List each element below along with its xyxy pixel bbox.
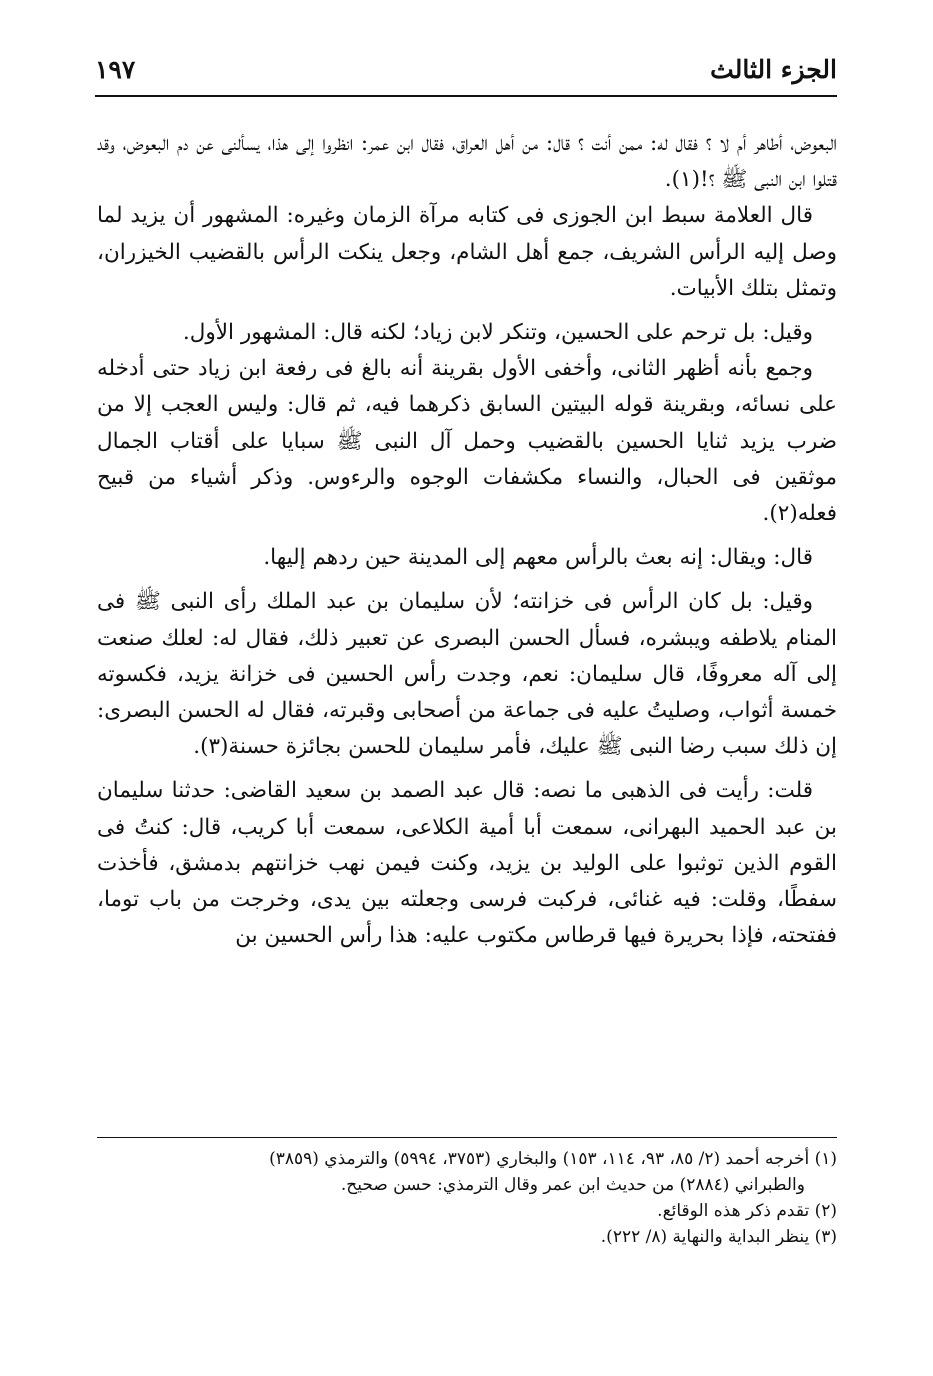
header-rule	[95, 95, 837, 97]
footnote-3: (٣) ينظر البداية والنهاية (٨/ ٢٢٢).	[600, 1227, 837, 1247]
footnote-rule	[97, 1137, 837, 1138]
footnote-2: (٢) تقدم ذكر هذه الوقائع.	[657, 1201, 837, 1221]
footnote-1: (١) أخرجه أحمد (٢/ ٨٥، ٩٣، ١١٤، ١٥٣) والبخاري (٣٧٥٣، ٥٩٩٤) والترمذي (٣٨٥٩)	[269, 1149, 837, 1169]
paragraph-4: وجمع بأنه أظهر الثانى، وأخفى الأول بقرينة أنه بالغ فى رفعة ابن زياد حتى أدخله على نسائه، وبقرينة قوله البيتين السابق ذكرهما فيه، ثم قال: وليس العجب إلا من ضرب يزيد ثنايا الحسين بالقضيب وحمل آل النبى ﷺ سبايا على أقتاب الجمال موثقين فى الحبال، والنساء مكشفات الوجوه والرءوس. وذكر أشياء من قبيح فعله(٢).	[97, 356, 837, 527]
paragraph-7: قلت: رأيت فى الذهبى ما نصه: قال عبد الصمد بن سعيد القاضى: حدثنا سليمان بن عبد الحميد البهرانى، سمعت أبا أمية الكلاعى، سمعت أبا كريب، قال: كنتُ فى القوم الذين توثبوا على الوليد بن يزيد، وكنت فيمن نهب خزانتهم بدمشق، فأخذت سفطًا، وقلت: فيه غنائى، فركبت فرسى وجعلته بين يدى، وخرجت من باب توما، ففتحته، فإذا بحريرة فيها قرطاس مكتوب عليه: هذا رأس الحسين بن	[97, 778, 837, 949]
footnotes	[97, 1146, 837, 1250]
page-number: ١٩٧	[95, 55, 136, 84]
running-head: الجزء الثالث	[710, 55, 837, 84]
paragraph-1: البعوض، أطاهر أم لا ؟ فقال له: ممن أنت ؟ قال: من أهل العراق، فقال ابن عمر: انظروا إلى هذا، يسألنى عن دم البعوض، وقد قتلوا ابن النبى ﷺ ؟!(١).	[97, 131, 837, 193]
main-text	[97, 126, 837, 954]
paragraph-6: وقيل: بل كان الرأس فى خزانته؛ لأن سليمان بن عبد الملك رأى النبى ﷺ فى المنام يلاطفه ويبشره، فسأل الحسن البصرى عن تعبير ذلك، فقال له: لعلك صنعت إلى آله معروفًا، قال سليمان: نعم، وجدت رأس الحسين فى خزانة يزيد، فكسوته خمسة أثواب، وصليتُ عليه فى جماعة من أصحابى وقبرته، فقال له الحسن البصرى: إن ذلك سبب رضا النبى ﷺ عليك، فأمر سليمان للحسن بجائزة حسنة(٣).	[97, 589, 837, 760]
paragraph-3: وقيل: بل ترحم على الحسين، وتنكر لابن زياد؛ لكنه قال: المشهور الأول.	[182, 320, 813, 346]
paragraph-5: قال: ويقال: إنه بعث بالرأس معهم إلى المدينة حين ردهم إليها.	[263, 545, 813, 571]
paragraph-2: قال العلامة سبط ابن الجوزى فى كتابه مرآة الزمان وغيره: المشهور أن يزيد لما وصل إليه الرأس الشريف، جمع أهل الشام، وجعل ينكت الرأس بالقضيب الخيزران، وتمثل بتلك الأبيات.	[97, 203, 837, 301]
footnote-1-continued: والطبراني (٢٨٨٤) من حديث ابن عمر وقال الترمذي: حسن صحيح.	[340, 1175, 805, 1195]
page-header	[95, 55, 837, 95]
